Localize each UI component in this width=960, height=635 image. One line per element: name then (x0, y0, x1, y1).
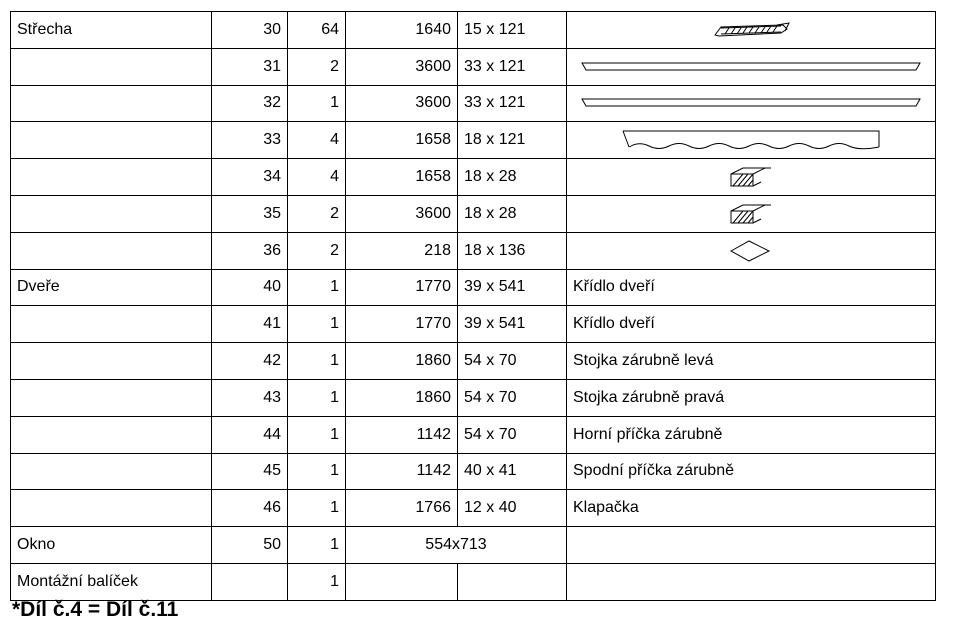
length-cell: 1658 (346, 122, 458, 159)
part-number-cell: 33 (212, 122, 288, 159)
group-cell (11, 490, 212, 527)
part-number-cell: 32 (212, 85, 288, 122)
description-cell: Klapačka (567, 490, 936, 527)
quantity-cell: 2 (288, 48, 346, 85)
long-board-icon (576, 95, 926, 111)
group-cell (11, 122, 212, 159)
group-cell: Střecha (11, 12, 212, 49)
dimension-cell: 54 x 70 (458, 343, 567, 380)
length-cell: 3600 (346, 48, 458, 85)
batten-section-icon (729, 166, 773, 188)
length-cell: 1766 (346, 490, 458, 527)
table-row (11, 343, 936, 380)
length-cell: 1142 (346, 453, 458, 490)
quantity-cell: 1 (288, 85, 346, 122)
table-row (11, 159, 936, 196)
table-row (11, 48, 936, 85)
part-number-cell: 41 (212, 306, 288, 343)
group-cell (11, 48, 212, 85)
quantity-cell: 1 (288, 453, 346, 490)
quantity-cell: 1 (288, 563, 346, 600)
description-cell: Křídlo dveří (567, 306, 936, 343)
description-cell: Stojka zárubně pravá (567, 379, 936, 416)
group-cell (11, 232, 212, 269)
description-cell: Křídlo dveří (567, 269, 936, 306)
table-row (11, 416, 936, 453)
dimension-cell: 54 x 70 (458, 416, 567, 453)
length-cell: 1658 (346, 159, 458, 196)
quantity-cell: 64 (288, 12, 346, 49)
description-cell: Spodní příčka zárubně (567, 453, 936, 490)
dimension-cell: 39 x 541 (458, 306, 567, 343)
wavy-board-icon (621, 129, 881, 151)
batten-section-icon (729, 203, 773, 225)
quantity-cell: 2 (288, 195, 346, 232)
drawing-cell (567, 159, 936, 196)
dimension-cell: 12 x 40 (458, 490, 567, 527)
dimension-cell: 39 x 541 (458, 269, 567, 306)
quantity-cell: 1 (288, 306, 346, 343)
dimension-cell: 54 x 70 (458, 379, 567, 416)
dimension-cell: 33 x 121 (458, 48, 567, 85)
group-cell: Montážní balíček (11, 563, 212, 600)
part-number-cell: 34 (212, 159, 288, 196)
description-cell (567, 563, 936, 600)
diamond-piece-icon (729, 239, 773, 263)
drawing-cell (567, 85, 936, 122)
length-cell: 1640 (346, 12, 458, 49)
drawing-cell (567, 12, 936, 49)
quantity-cell: 2 (288, 232, 346, 269)
part-number-cell: 45 (212, 453, 288, 490)
length-cell: 3600 (346, 195, 458, 232)
quantity-cell: 1 (288, 269, 346, 306)
quantity-cell: 4 (288, 122, 346, 159)
group-cell (11, 85, 212, 122)
long-board-icon (576, 59, 926, 75)
dimension-cell: 40 x 41 (458, 453, 567, 490)
quantity-cell: 1 (288, 416, 346, 453)
dimension-cell: 18 x 28 (458, 195, 567, 232)
quantity-cell: 1 (288, 527, 346, 564)
quantity-cell: 4 (288, 159, 346, 196)
table-row-okno (11, 527, 936, 564)
group-cell (11, 195, 212, 232)
table-row (11, 232, 936, 269)
part-number-cell: 44 (212, 416, 288, 453)
part-number-cell: 35 (212, 195, 288, 232)
part-number-cell: 36 (212, 232, 288, 269)
group-cell (11, 343, 212, 380)
dimension-cell: 18 x 28 (458, 159, 567, 196)
table-row-balicek (11, 563, 936, 600)
part-number-cell: 30 (212, 12, 288, 49)
dimension-cell: 33 x 121 (458, 85, 567, 122)
table-row (11, 490, 936, 527)
description-cell: Stojka zárubně levá (567, 343, 936, 380)
length-cell: 1142 (346, 416, 458, 453)
molding-profile-icon (711, 21, 791, 39)
drawing-cell (567, 48, 936, 85)
length-cell: 218 (346, 232, 458, 269)
group-cell (11, 306, 212, 343)
part-number-cell: 31 (212, 48, 288, 85)
quantity-cell: 1 (288, 343, 346, 380)
table-row (11, 122, 936, 159)
dimension-cell: 15 x 121 (458, 12, 567, 49)
parts-table (10, 11, 936, 601)
table-row (11, 195, 936, 232)
table-row (11, 85, 936, 122)
group-cell: Dveře (11, 269, 212, 306)
length-cell: 1770 (346, 306, 458, 343)
group-cell (11, 453, 212, 490)
dimension-cell: 18 x 121 (458, 122, 567, 159)
part-number-cell: 43 (212, 379, 288, 416)
part-number-cell: 40 (212, 269, 288, 306)
dimension-cell: 18 x 136 (458, 232, 567, 269)
table-row (11, 269, 936, 306)
dimension-cell (458, 563, 567, 600)
length-cell: 1860 (346, 343, 458, 380)
description-cell: Horní příčka zárubně (567, 416, 936, 453)
drawing-cell (567, 122, 936, 159)
quantity-cell: 1 (288, 379, 346, 416)
group-cell: Okno (11, 527, 212, 564)
group-cell (11, 159, 212, 196)
group-cell (11, 416, 212, 453)
table-row (11, 12, 936, 49)
table-row (11, 453, 936, 490)
table-row (11, 306, 936, 343)
part-number-cell (212, 563, 288, 600)
quantity-cell: 1 (288, 490, 346, 527)
drawing-cell (567, 232, 936, 269)
part-number-cell: 42 (212, 343, 288, 380)
part-number-cell: 46 (212, 490, 288, 527)
length-cell: 1770 (346, 269, 458, 306)
group-cell (11, 379, 212, 416)
description-cell (567, 527, 936, 564)
window-size-cell: 554x713 (346, 527, 567, 564)
length-cell (346, 563, 458, 600)
length-cell: 3600 (346, 85, 458, 122)
footnote: *Díl č.4 = Díl č.11 (12, 598, 179, 621)
table-row (11, 379, 936, 416)
length-cell: 1860 (346, 379, 458, 416)
drawing-cell (567, 195, 936, 232)
part-number-cell: 50 (212, 527, 288, 564)
